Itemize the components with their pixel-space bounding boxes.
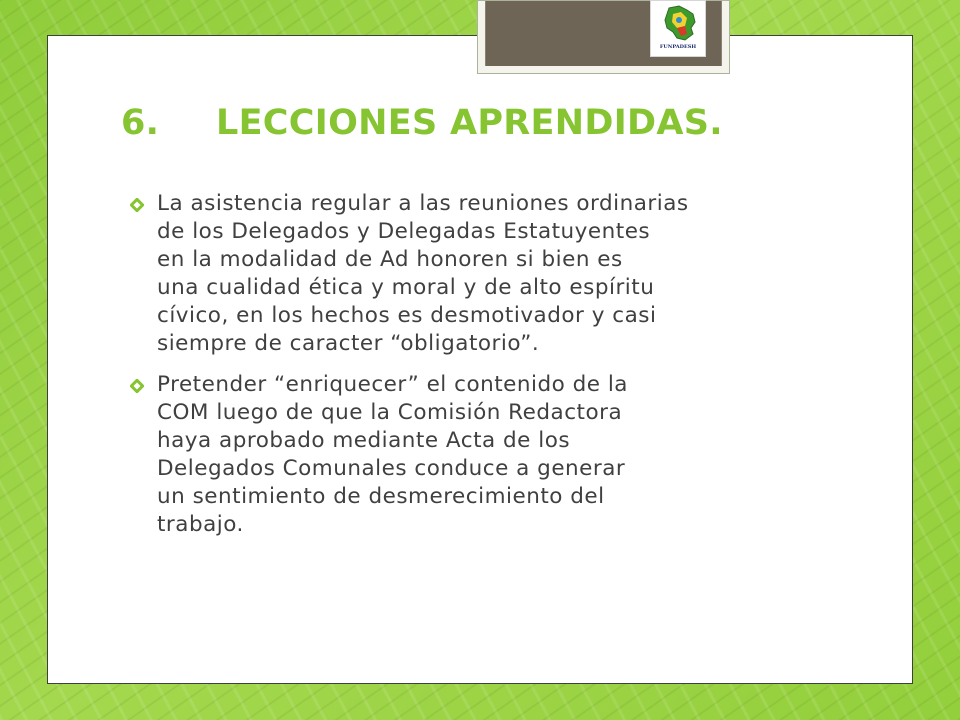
- slide-title: [121, 103, 723, 143]
- bullet-list: [130, 190, 830, 552]
- logo-text: FUNPADESH: [659, 44, 697, 50]
- funpadesh-logo: [650, 0, 706, 57]
- bolivia-map-icon: [657, 4, 701, 44]
- bullet-text: Pretender “enriquecer” el contenido de la COM luego de que la Comisión Redactora haya aprobado mediante Acta de los Delegados Comunales conduce a generar un sentimiento de desmerecimiento del trabajo.: [157, 372, 628, 537]
- bullet-item: [130, 371, 830, 539]
- bullet-item: [130, 190, 830, 358]
- bullet-text: La asistencia regular a las reuniones ordinarias de los Delegados y Delegadas Estatuyentes en la modalidad de Ad honoren si bien es una cualidad ética y moral y de alto espíritu cívico, en los hechos es desmotivador y casi siempre de caracter “obligatorio”.: [157, 191, 689, 356]
- title-text: LECCIONES APRENDIDAS.: [216, 103, 723, 143]
- hollow-diamond-icon: [130, 190, 157, 216]
- hollow-diamond-icon: [130, 371, 157, 397]
- title-number: 6.: [121, 103, 160, 143]
